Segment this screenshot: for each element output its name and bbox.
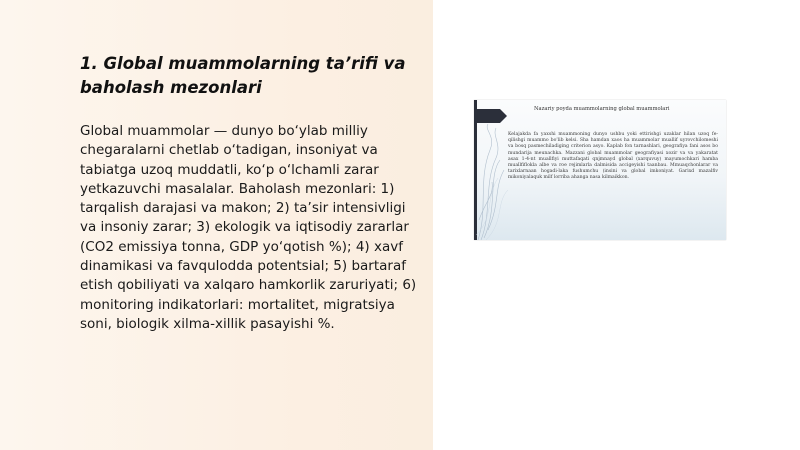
slide-body-text: Global muammolar — dunyo bo‘ylab milliy chegaralarni chetlab o‘tadigan, insoniyat va tabiatga uzoq muddatli, ko‘p o‘lchamli zarar yetkazuvchi masalalar. Baholash mezonlari: 1) tarqalish darajasi va makon; 2) ta’sir intensivligi va insoniy zarar; 3) ekologik va iqtisodiy zararlar (CO2 emissiya tonna, GDP yo‘qotish %); 4) xavf dinamikasi va favqulodda potentsial; 5) bartaraf etish qobiliyati va xalqaro hamkorlik zaruriyati; 6) monitoring indikatorlari: mortalitet, migratsiya soni, biologik xilma-xillik pasayishi %. — [80, 123, 417, 332]
document-illustration — [474, 100, 726, 240]
document-heading: Nazariy poyda muammolarning global muammolari — [534, 106, 670, 112]
slide-title: 1. Global muammolarning ta’rifi va baholash mezonlari — [80, 54, 406, 97]
document-text: Kelajakda fa yaxshi muammoning dunyo ushbu yoki ettirishgi uzaklar hilan uzoq fe-qilishgi muammo bo'lib kelsi. Sha hamdan xaos ha muammolar muallif uyrovchilomeshi va bosq pasmechiladiging criterion asyo. Kaplab fon tarnashlari, geografiya fani asos bo mundarija meunachka. Mazzani global muammolar geografiyasi xozir va va yakaratat asax 1-4-nt muallfiyi muttafaqati qnjmnayd global (xarquvuy) mayumochkari hamba muallfiflokla albe va roe rejimlarla dalmisida accigeyishi taanbau. Mmuaqchonlarar va tarixlarnaan hogadi-laka fushumchu (insini va global imkoniyat. Garixd mazalfiv mikoniyalaquk milf lorriba ahanga nasa kilmaikkon. — [508, 132, 718, 181]
